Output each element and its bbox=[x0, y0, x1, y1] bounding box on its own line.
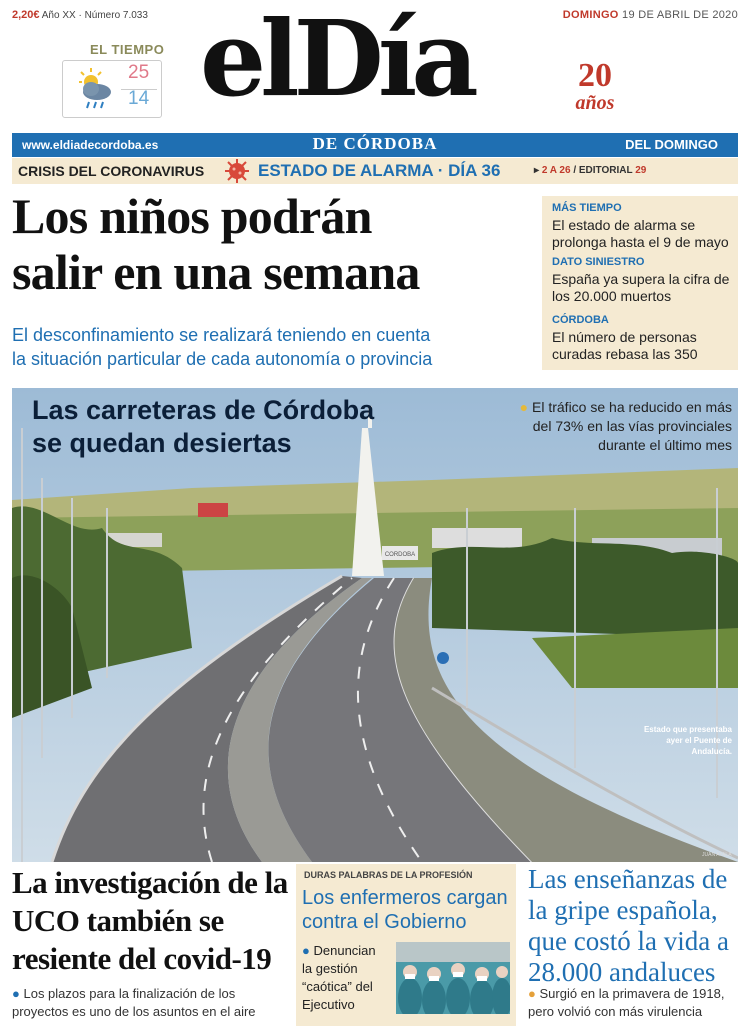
editorial-label: / EDITORIAL bbox=[573, 165, 633, 176]
price: 2,20€ bbox=[12, 9, 40, 21]
day-name: DOMINGO bbox=[562, 9, 619, 21]
sidebar-label: MÁS TIEMPO bbox=[552, 202, 622, 214]
photo-credit: JUAN AYALA bbox=[702, 852, 732, 858]
date-text: 19 DE ABRIL DE 2020 bbox=[622, 9, 738, 21]
headline-line-1: Los niños podrán bbox=[12, 188, 372, 244]
story-nurses-kicker: DURAS PALABRAS DE LA PROFESIÓN bbox=[304, 870, 473, 880]
bridge-sign-text: CORDOBA bbox=[384, 552, 416, 558]
sidebar-text[interactable]: España ya supera la cifra de los 20.000 muertos bbox=[552, 271, 730, 304]
alarm-label: ESTADO DE ALARMA bbox=[258, 161, 434, 180]
photo-caption: Estado que presentaba ayer el Puente de Andalucía. bbox=[643, 725, 732, 756]
subhead-line-1: El desconfinamiento se realizará teniendo en cuenta bbox=[12, 325, 431, 345]
temp-low: 14 bbox=[128, 88, 150, 109]
anniversary-badge bbox=[560, 58, 630, 112]
edition-city: DE CÓRDOBA bbox=[312, 134, 438, 153]
coronavirus-icon bbox=[222, 157, 252, 185]
sidebar-text[interactable]: El estado de alarma se prolonga hasta el 9 de mayo bbox=[552, 217, 729, 250]
sidebar-label: CÓRDOBA bbox=[552, 314, 609, 326]
anniversary-number: 20 bbox=[578, 57, 612, 94]
alarm-state bbox=[258, 161, 500, 181]
edition-date bbox=[563, 9, 738, 21]
bullet-icon: ● bbox=[12, 986, 20, 1001]
anniversary-text: años bbox=[575, 92, 615, 114]
nurses-photo[interactable] bbox=[396, 942, 510, 1014]
bullet-icon: ● bbox=[519, 399, 529, 415]
news-sidebar bbox=[542, 196, 738, 370]
main-headline[interactable] bbox=[12, 188, 532, 300]
alarm-day: · DÍA 36 bbox=[437, 161, 501, 180]
main-subhead bbox=[12, 323, 532, 371]
newspaper-logo[interactable]: elDía bbox=[200, 0, 473, 120]
editorial-page: 29 bbox=[635, 165, 647, 176]
story-uco-summary-text: Los plazos para la finalización de los proyectos es uno de los asuntos en el aire bbox=[12, 986, 256, 1019]
story-nurses-text bbox=[302, 942, 386, 1014]
sun-rain-cloud-icon bbox=[71, 64, 121, 114]
crisis-strip bbox=[12, 158, 738, 184]
story-flu-summary bbox=[528, 985, 742, 1021]
crisis-label: CRISIS DEL CORONAVIRUS bbox=[18, 163, 205, 179]
page-refs: ▸ 2 A 26 / EDITORIAL 29 bbox=[534, 165, 647, 176]
temp-high: 25 bbox=[128, 62, 150, 83]
photo-aside-text: El tráfico se ha reducido en más del 73% en las vías provinciales durante el último mes bbox=[532, 399, 732, 453]
main-photo[interactable] bbox=[12, 388, 738, 862]
weather-title: EL TIEMPO bbox=[90, 42, 165, 57]
section-band bbox=[12, 133, 738, 157]
price-issue bbox=[12, 9, 148, 21]
subhead-line-2: la situación particular de cada autonomía o provincia bbox=[12, 349, 433, 369]
story-nurses-text-body: Denuncian la gestión “caótica” del Ejecutivo bbox=[302, 943, 376, 1012]
photo-headline-line-1: Las carreteras de Córdoba bbox=[32, 395, 375, 425]
nurses-image bbox=[396, 942, 510, 1014]
photo-headline[interactable] bbox=[32, 394, 374, 460]
story-flu-summary-text: Surgió en la primavera de 1918, pero volvió con más virulencia bbox=[528, 986, 725, 1019]
issue-number: Año XX · Número 7.033 bbox=[41, 10, 148, 21]
sidebar-text[interactable]: El número de personas curadas rebasa las 350 bbox=[552, 329, 698, 362]
story-uco-headline[interactable]: La investigación de la UCO también se resiente del covid-19 bbox=[12, 865, 288, 976]
headline-line-2: salir en una semana bbox=[12, 244, 420, 300]
story-nurses[interactable] bbox=[296, 864, 516, 1026]
story-flu-headline[interactable]: Las enseñanzas de la gripe española, que costó la vida a 28.000 andaluces bbox=[528, 864, 729, 987]
photo-aside bbox=[506, 398, 732, 455]
sidebar-label: DATO SINIESTRO bbox=[552, 256, 645, 268]
edition-label: DEL DOMINGO bbox=[625, 137, 718, 152]
story-uco-summary bbox=[12, 985, 292, 1021]
pages-range: 2 A 26 bbox=[541, 165, 571, 176]
story-nurses-title: Los enfermeros cargan contra el Gobierno bbox=[302, 887, 508, 933]
photo-headline-line-2: se quedan desiertas bbox=[32, 428, 292, 458]
bullet-icon: ● bbox=[528, 986, 536, 1001]
website-link[interactable]: www.eldiadecordoba.es bbox=[22, 138, 159, 152]
bullet-icon: ● bbox=[302, 943, 310, 958]
